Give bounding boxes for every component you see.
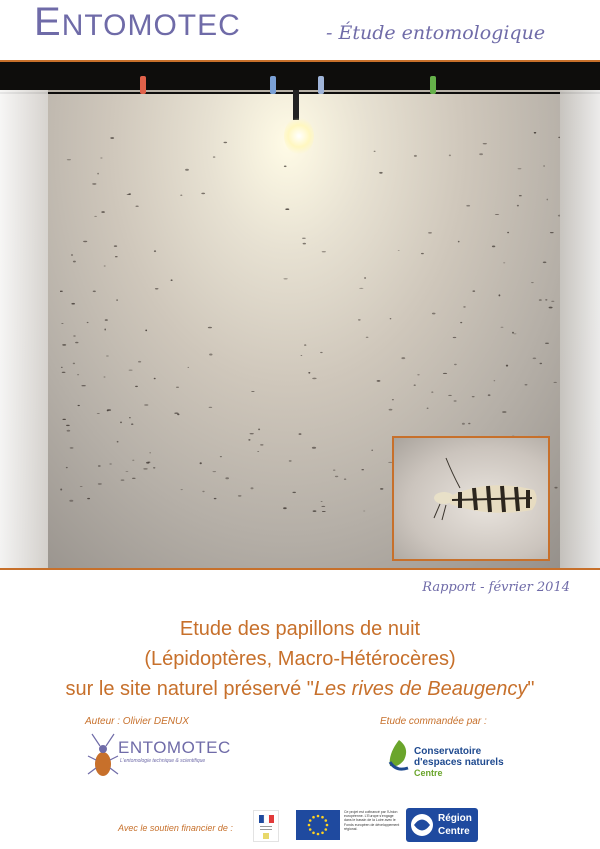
insect-speck (83, 241, 87, 242)
insect-speck (545, 299, 547, 300)
insect-speck (71, 254, 73, 255)
insect-speck (554, 487, 557, 489)
insect-speck (238, 495, 242, 496)
insect-speck (359, 288, 363, 289)
clothespin-icon (140, 76, 146, 94)
insect-speck (214, 498, 217, 499)
insect-speck (361, 469, 364, 470)
cen-line-3: Centre (414, 768, 443, 778)
french-republic-logo (253, 810, 279, 842)
brand-rest: NTOMOTEC (61, 9, 241, 42)
insect-speck (106, 356, 109, 357)
insect-speck (554, 382, 557, 383)
insect-speck (202, 491, 204, 492)
eu-star-icon (309, 819, 312, 822)
insect-speck (304, 344, 306, 345)
insect-speck (225, 477, 229, 479)
insect-speck (460, 322, 462, 323)
insect-speck (366, 337, 369, 338)
insect-speck (322, 251, 326, 252)
insect-speck (61, 323, 63, 324)
region-centre-logo (406, 808, 478, 842)
insect-speck (209, 407, 213, 408)
insect-speck (67, 430, 71, 432)
insect-speck (128, 193, 131, 195)
report-date: Rapport - février 2014 (422, 580, 570, 595)
insect-speck (494, 380, 496, 381)
entomotec-logo (86, 730, 231, 782)
eu-star-icon (312, 816, 315, 819)
insect-speck (104, 266, 106, 267)
insect-speck (248, 439, 250, 441)
insect-speck (62, 372, 66, 373)
insect-speck (284, 166, 287, 168)
insect-speck (335, 476, 338, 477)
insect-speck (390, 318, 392, 319)
funding-credit: Avec le soutien financier de : (118, 823, 233, 833)
insect-speck (69, 500, 73, 502)
brand-subtitle: - Étude entomologique (326, 22, 546, 44)
insect-speck (379, 172, 383, 174)
entomotec-wordmark: ENTOMOTEC (118, 738, 231, 757)
insect-speck (60, 489, 62, 491)
insect-speck (174, 412, 178, 414)
insect-speck (153, 467, 155, 469)
insect-speck (73, 363, 75, 365)
insect-speck (472, 291, 475, 292)
eu-funding-text: Ce projet est cofinancé par l'Union européenne. L'Europe s'engage dans le bassin de la Loire avec le Fonds européen de développement régional. (344, 810, 400, 831)
insect-speck (299, 433, 302, 434)
insect-speck (78, 405, 80, 406)
eu-star-icon (312, 832, 315, 835)
insect-speck (501, 327, 504, 328)
insect-speck (67, 159, 71, 160)
region-emblem-icon (406, 808, 436, 842)
insect-speck (213, 156, 216, 157)
insect-speck (105, 319, 108, 321)
insect-speck (389, 409, 393, 411)
insect-speck (320, 352, 323, 353)
insect-speck (479, 153, 483, 155)
moth-inset-photo (392, 436, 550, 561)
insect-speck (117, 441, 119, 443)
insect-speck (224, 142, 228, 143)
insect-speck (93, 291, 96, 293)
insect-speck (454, 364, 457, 365)
insect-speck (87, 498, 90, 499)
cen-leaf-icon (386, 738, 412, 774)
insect-speck (483, 143, 487, 144)
insect-speck (462, 423, 465, 425)
insect-speck (188, 367, 190, 368)
insect-speck (138, 361, 141, 363)
insect-speck (251, 391, 254, 392)
insect-speck (321, 501, 323, 502)
insect-speck (77, 374, 79, 375)
insect-speck (185, 169, 189, 171)
insect-speck (260, 444, 263, 445)
eu-stars-icon (296, 810, 340, 840)
insect-speck (377, 380, 381, 382)
eu-star-icon (325, 828, 328, 831)
insect-speck (129, 417, 131, 418)
insect-speck (499, 294, 501, 296)
insect-speck (213, 471, 217, 472)
insect-speck (502, 411, 506, 413)
insect-speck (80, 486, 83, 487)
insect-speck (109, 464, 112, 465)
insect-speck (66, 425, 70, 426)
insect-speck (73, 261, 76, 263)
eu-star-icon (308, 824, 311, 827)
cen-line-2: d'espaces naturels (414, 757, 504, 768)
brand-initial: E (34, 0, 62, 44)
insect-speck (514, 334, 517, 335)
insect-speck (472, 396, 475, 397)
insect-speck (458, 241, 460, 243)
insect-speck (507, 232, 509, 234)
insect-speck (432, 313, 436, 315)
eu-star-icon (325, 819, 328, 822)
insect-speck (547, 199, 549, 201)
photo-cord (0, 90, 600, 92)
insect-speck (257, 451, 259, 452)
insect-speck (285, 208, 289, 210)
photo-sheet-right (560, 90, 600, 570)
site-name: Les rives de Beaugency (313, 678, 528, 700)
insect-speck (98, 465, 101, 466)
insect-speck (518, 168, 522, 169)
insect-speck (519, 195, 522, 196)
insect-speck (313, 510, 317, 512)
insect-speck (322, 511, 326, 512)
insect-speck (517, 205, 519, 207)
insect-speck (414, 155, 417, 157)
insect-speck (398, 250, 400, 251)
insect-speck (292, 492, 296, 493)
insect-speck (421, 253, 424, 254)
insect-speck (495, 214, 499, 215)
insect-speck (283, 507, 287, 509)
insect-speck (145, 330, 147, 332)
insect-speck (132, 460, 134, 461)
insect-speck (131, 423, 133, 425)
lamp-socket (293, 90, 299, 120)
insect-speck (116, 299, 118, 300)
clothespin-icon (430, 76, 436, 94)
insect-speck (144, 404, 148, 405)
insect-speck (545, 343, 549, 344)
eu-star-icon (326, 824, 329, 827)
insect-speck (414, 384, 416, 386)
insect-speck (302, 238, 306, 239)
insect-speck (303, 243, 306, 245)
insect-speck (135, 386, 138, 387)
moth-icon (394, 438, 550, 561)
insect-speck (492, 246, 495, 248)
insect-speck (81, 385, 85, 386)
insect-speck (531, 282, 534, 283)
insect-speck (200, 462, 202, 464)
insect-speck (62, 344, 66, 346)
insect-speck (136, 206, 139, 207)
eu-star-icon (309, 828, 312, 831)
brand-title (34, 2, 241, 42)
insect-speck (534, 132, 536, 134)
insect-speck (115, 256, 118, 257)
insect-speck (149, 452, 151, 453)
insect-speck (97, 413, 100, 414)
eu-star-icon (321, 816, 324, 819)
insect-speck (448, 395, 452, 396)
insect-speck (558, 215, 560, 217)
clothespin-icon (270, 76, 276, 94)
title-line-3-prefix: sur le site naturel préservé " (65, 678, 314, 700)
cen-line-1: Conservatoire (414, 746, 482, 757)
insect-speck (417, 375, 420, 376)
insect-speck (66, 467, 68, 468)
insect-speck (148, 461, 151, 463)
insect-speck (466, 205, 470, 207)
insect-speck (73, 336, 76, 337)
clothespin-icon (318, 76, 324, 94)
insect-speck (312, 447, 316, 449)
insect-speck (539, 299, 542, 301)
insect-speck (392, 399, 394, 400)
region-line-2: Centre (438, 826, 470, 837)
insect-speck (87, 322, 89, 323)
eu-flag-logo (296, 810, 340, 840)
insect-speck (154, 250, 156, 252)
insect-speck (110, 137, 114, 139)
insect-speck (358, 319, 361, 320)
insect-speck (250, 433, 254, 434)
insect-speck (428, 232, 432, 233)
beetle-icon (86, 730, 120, 782)
insect-speck (121, 480, 125, 481)
insect-speck (374, 151, 376, 152)
insect-speck (71, 303, 75, 305)
insect-speck (468, 423, 470, 425)
insect-speck (114, 245, 117, 247)
insect-speck (488, 394, 491, 396)
title-line-3-suffix: " (527, 678, 535, 700)
marianne-icon (254, 811, 278, 841)
insect-speck (289, 460, 292, 461)
insect-speck (443, 373, 447, 374)
insect-speck (344, 478, 346, 480)
insect-speck (543, 166, 545, 167)
title-line-3 (0, 678, 600, 701)
insect-speck (176, 387, 179, 388)
author-credit: Auteur : Olivier DENUX (85, 716, 189, 727)
insect-speck (512, 332, 514, 334)
insect-speck (154, 378, 156, 380)
cen-centre-logo (386, 738, 516, 780)
insect-speck (132, 478, 136, 479)
title-line-2: (Lépidoptères, Macro-Hétérocères) (144, 648, 456, 670)
insect-speck (371, 450, 373, 451)
insect-speck (549, 307, 553, 309)
insect-speck (129, 370, 133, 371)
insect-speck (427, 408, 429, 409)
entomotec-tagline: L'entomologie technique & scientifique (120, 758, 206, 764)
insect-speck (101, 211, 105, 213)
insect-speck (550, 232, 554, 233)
insect-speck (506, 365, 508, 367)
insect-speck (540, 363, 543, 364)
insect-speck (62, 419, 66, 420)
insect-speck (120, 422, 122, 424)
insect-speck (220, 456, 222, 457)
insect-speck (258, 429, 260, 431)
insect-speck (201, 193, 205, 195)
insect-speck (558, 137, 560, 138)
photo-sheet-left (0, 90, 48, 570)
insect-speck (364, 277, 366, 278)
insect-speck (454, 401, 457, 402)
insect-speck (171, 279, 173, 281)
region-line-1: Région (438, 813, 472, 824)
insect-speck (551, 301, 554, 302)
insect-speck (308, 372, 310, 374)
insect-speck (251, 487, 254, 489)
insect-speck (100, 158, 102, 159)
insect-speck (283, 279, 287, 280)
insect-speck (70, 447, 74, 449)
eu-star-icon (317, 833, 320, 836)
insect-speck (380, 488, 383, 490)
insect-speck (98, 483, 102, 484)
insect-speck (453, 337, 457, 338)
insect-speck (333, 470, 336, 471)
eu-star-icon (321, 832, 324, 835)
insect-speck (104, 329, 106, 331)
insect-speck (449, 155, 451, 157)
insect-speck (75, 342, 78, 344)
insect-speck (312, 378, 316, 380)
insect-speck (431, 392, 433, 393)
insect-speck (125, 471, 128, 472)
insect-speck (61, 367, 63, 368)
insect-speck (60, 291, 63, 292)
insect-speck (107, 409, 111, 411)
insect-speck (525, 384, 528, 385)
insect-speck (104, 377, 106, 378)
eu-star-icon (317, 815, 320, 818)
insect-speck (401, 357, 405, 359)
insect-speck (94, 216, 97, 217)
insect-speck (92, 183, 96, 184)
insect-speck (143, 468, 147, 469)
title-line-1: Etude des papillons de nuit (179, 618, 421, 640)
insect-speck (155, 288, 159, 289)
insect-speck (543, 262, 547, 264)
insect-speck (533, 358, 537, 360)
insect-speck (363, 511, 365, 512)
insect-speck (503, 263, 505, 264)
insect-speck (181, 489, 183, 490)
insect-speck (301, 355, 303, 356)
insect-speck (97, 173, 99, 175)
insect-speck (208, 327, 212, 329)
insect-speck (463, 306, 466, 308)
insect-speck (180, 195, 182, 196)
commission-credit: Etude commandée par : (380, 716, 487, 727)
insect-speck (209, 354, 212, 356)
insect-speck (321, 506, 325, 507)
